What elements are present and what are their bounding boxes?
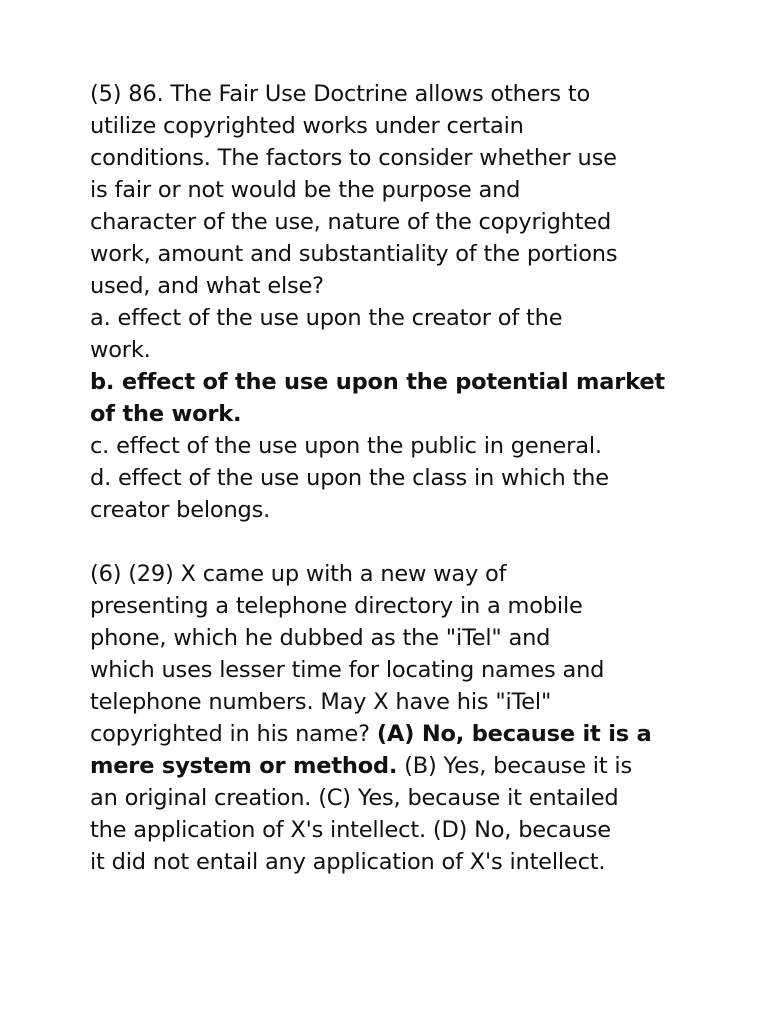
paragraph-gap — [90, 526, 690, 558]
question-6-text: phone, which he dubbed as the "iTel" and — [90, 625, 551, 651]
correct-answer-a: mere system or method. — [90, 753, 398, 779]
question-5-text: conditions. The factors to consider whether use — [90, 145, 617, 171]
choice-d: d. effect of the use upon the class in which the — [90, 465, 609, 491]
question-6-text: telephone numbers. May X have his "iTel" — [90, 689, 552, 715]
question-6-text — [90, 750, 690, 782]
question-5-text: is fair or not would be the purpose and — [90, 177, 521, 203]
document-body — [90, 78, 690, 878]
question-5-text: work, amount and substantiality of the portions — [90, 241, 618, 267]
question-5-text: character of the use, nature of the copyrighted — [90, 209, 612, 235]
question-5-text: (5) 86. The Fair Use Doctrine allows others to — [90, 81, 591, 107]
question-6-text: an original creation. (C) Yes, because it entailed — [90, 785, 619, 811]
question-6-text: presenting a telephone directory in a mobile — [90, 593, 583, 619]
question-6-text — [90, 718, 690, 750]
choice-d: creator belongs. — [90, 497, 271, 523]
choice-b-correct-answer: of the work. — [90, 401, 242, 427]
question-6-text: (6) (29) X came up with a new way of — [90, 561, 507, 587]
question-6-prompt: copyrighted in his name? — [90, 721, 377, 747]
choice-b: (B) Yes, because it is — [397, 753, 632, 779]
correct-answer-a: (A) No, because it is a — [376, 721, 652, 747]
choice-a: a. effect of the use upon the creator of the — [90, 305, 563, 331]
question-6-text: which uses lesser time for locating names and — [90, 657, 605, 683]
choice-a: work. — [90, 337, 151, 363]
question-5-text: used, and what else? — [90, 273, 324, 299]
question-6-text: the application of X's intellect. (D) No, because — [90, 817, 611, 843]
question-6-text: it did not entail any application of X's intellect. — [90, 849, 606, 875]
question-5-text: utilize copyrighted works under certain — [90, 113, 524, 139]
choice-b-correct-answer: b. effect of the use upon the potential market — [90, 369, 665, 395]
choice-c: c. effect of the use upon the public in general. — [90, 433, 602, 459]
